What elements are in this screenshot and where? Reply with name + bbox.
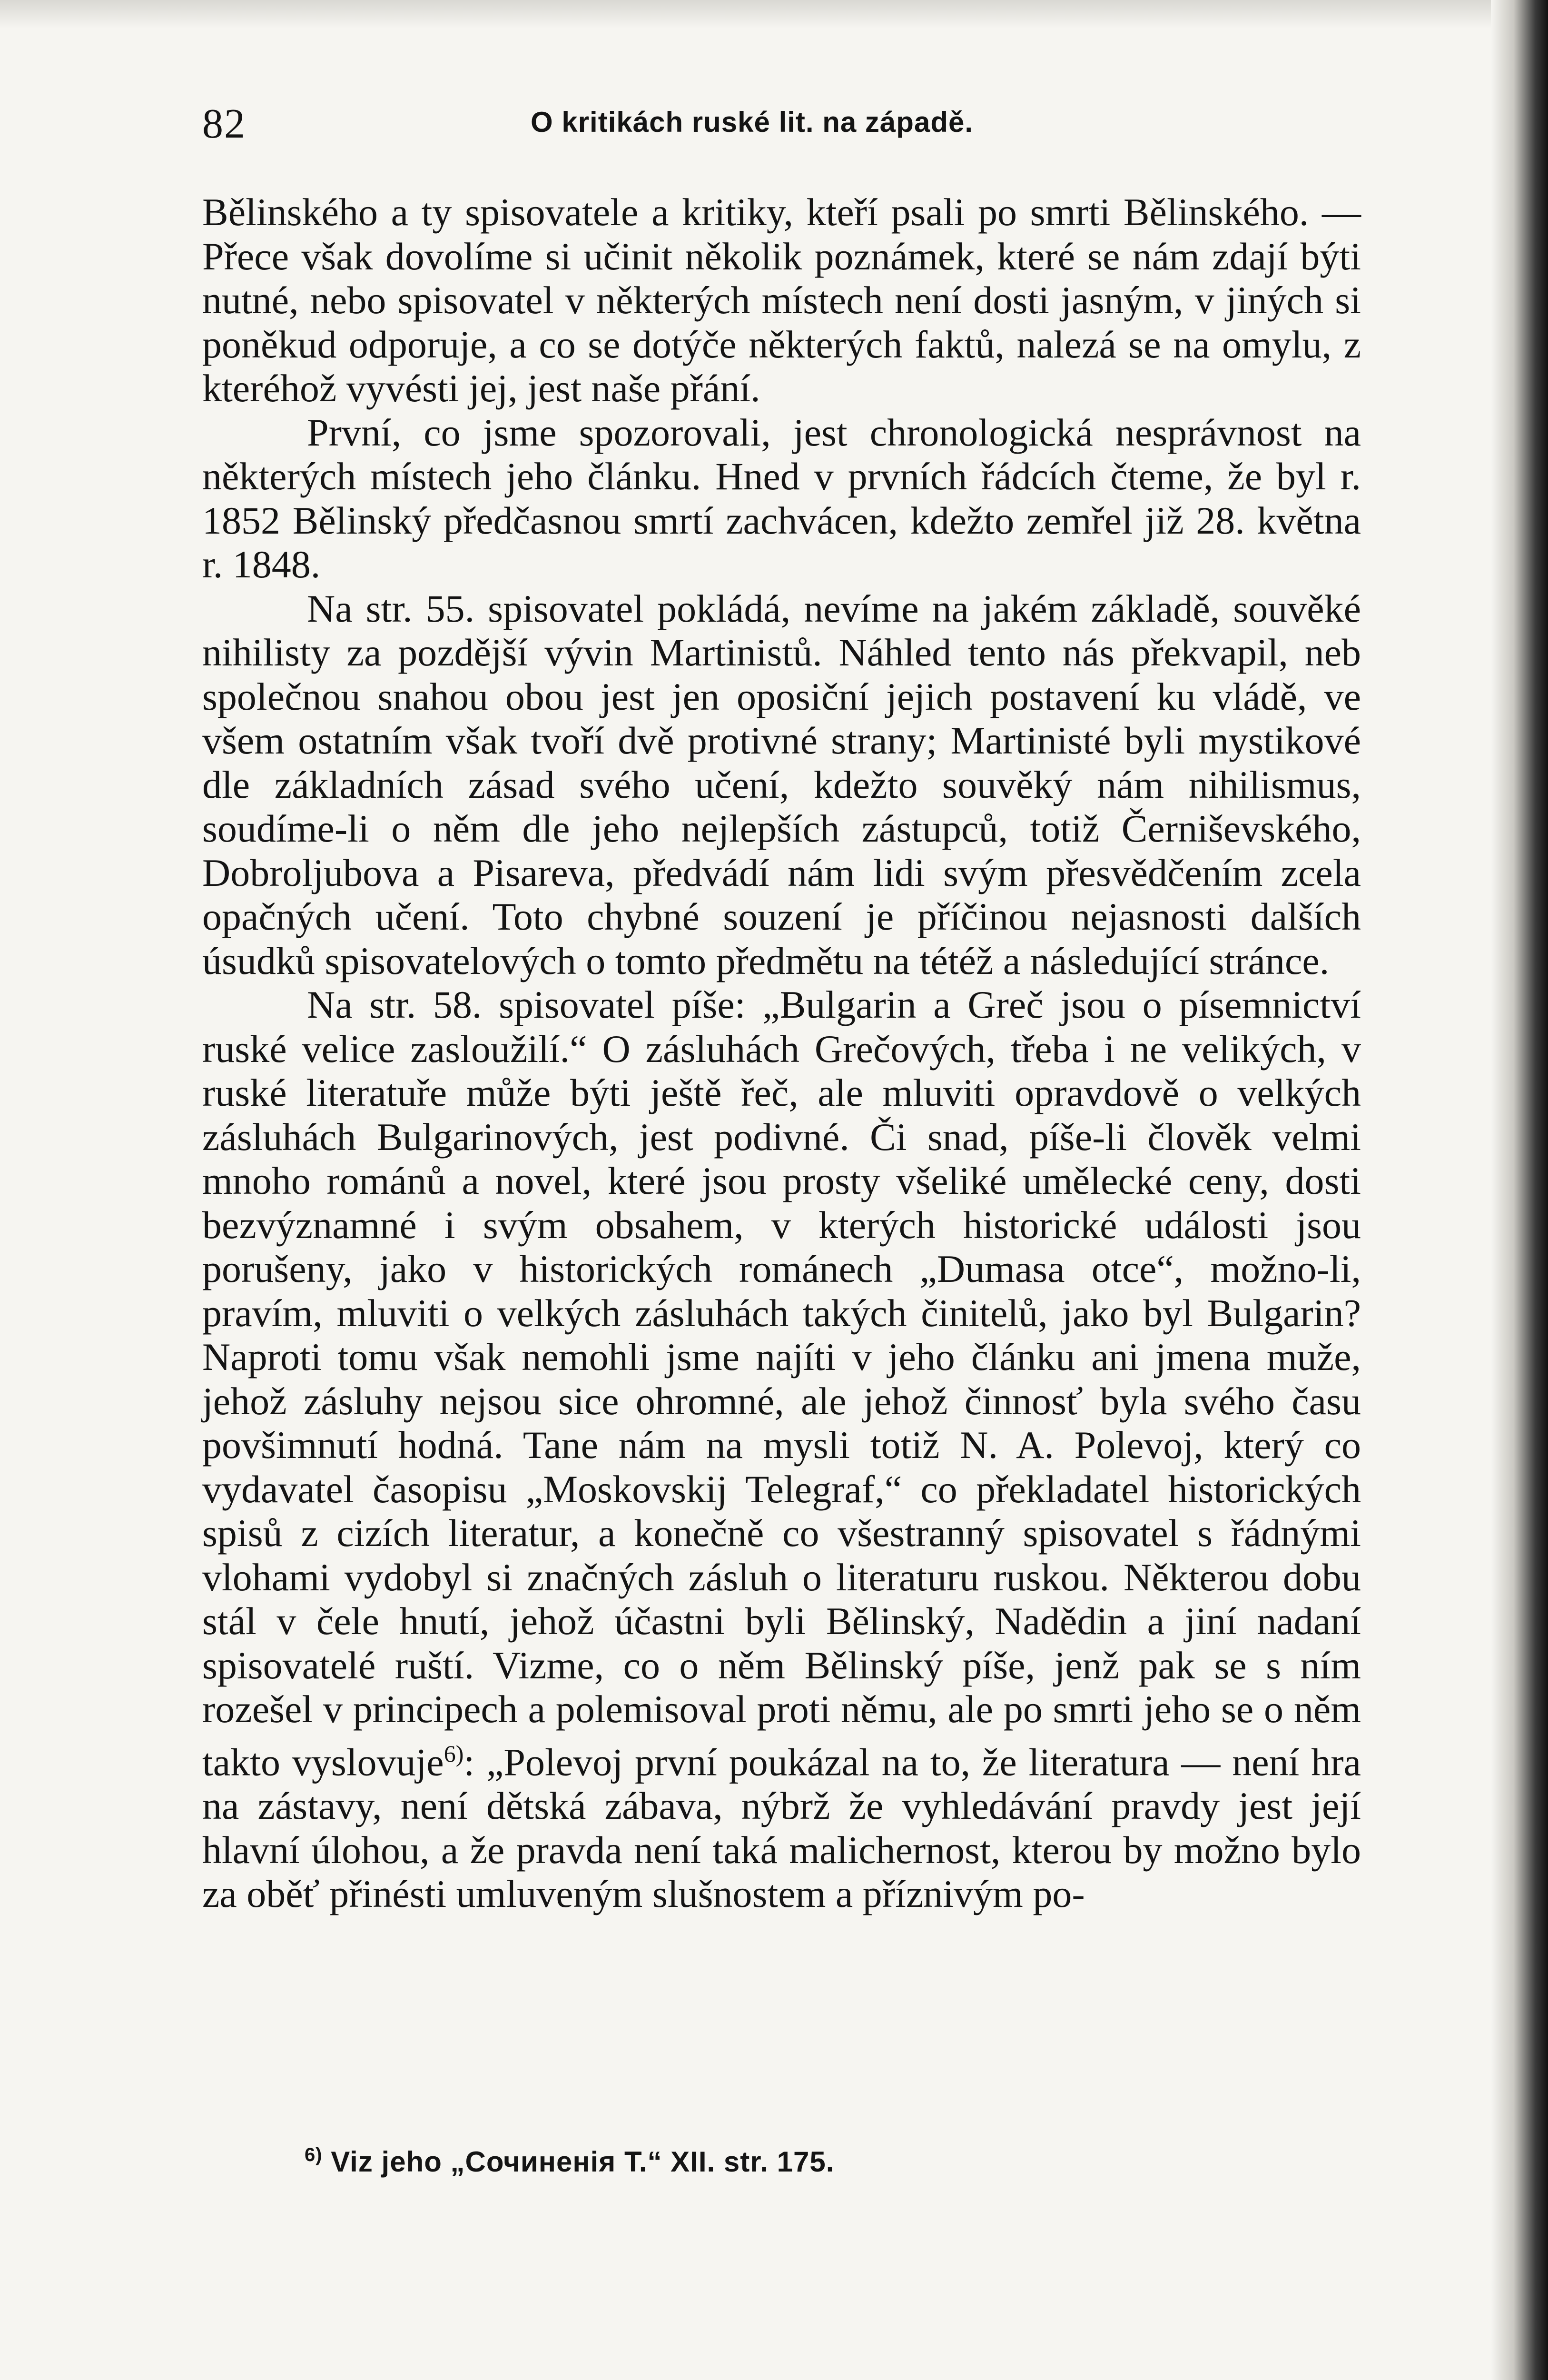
paragraph-1: Bělinského a ty spisovatele a kritiky, kteří psali po smrti Bělinského. — Přece však dovolíme si učinit několik poznámek, které se nám zdají býti nutné, nebo spisovatel v některých místech není dosti jasným, v jiných si poněkud odporuje, a co se dotýče některých faktů, nalezá se na omylu, z kteréhož vyvésti jej, jest naše přání.: [202, 190, 1361, 410]
scan-shadow-top: [0, 0, 1548, 29]
body-text: [202, 190, 1361, 1916]
page-header: [202, 95, 1363, 152]
paragraph-4: [202, 983, 1361, 1916]
paragraph-2: První, co jsme spozorovali, jest chronologická nesprávnost na některých místech jeho článku. Hned v prvních řádcích čteme, že byl r. 1852 Bělinský předčasnou smrtí zachvácen, kdežto zemřel již 28. května r. 1848.: [202, 410, 1361, 586]
footnote-reference: 6): [444, 1740, 464, 1767]
footnote-text: Viz jeho „Сочиненія Т.“ XII. str. 175.: [322, 2146, 835, 2178]
footnote-mark: 6): [305, 2144, 323, 2165]
scan-shadow-edge: [1491, 0, 1548, 2380]
running-title: O kritikách ruské lit. na západě.: [531, 106, 974, 138]
page-number: 82: [202, 101, 246, 147]
paragraph-3: Na str. 55. spisovatel pokládá, nevíme na jakém základě, souvěké nihilisty za pozdější vývin Martinistů. Náhled tento nás překvapil, neb společnou snahou obou jest jen oposiční jejich postavení ku vládě, ve všem ostatním však tvoří dvě protivné strany; Martinisté byli mystikové dle základních zásad svého učení, kdežto souvěký nám nihilismus, soudíme-li o něm dle jeho nejlepších zástupců, totiž Černiševského, Dobroljubova a Pisareva, předvádí nám lidi svým přesvědčením zcela opačných učení. Toto chybné souzení je příčinou nejasnosti dalších úsudků spisovatelových o tomto předmětu na tétéž a následující stránce.: [202, 586, 1361, 982]
footnote: [305, 2144, 1351, 2178]
paragraph-4-tail: : „Polevoj první poukázal na to, že literatura — není hra na zástavy, není dětská zábava, nýbrž že vyhledávání pravdy jest její hlavní úlohou, a že pravda není taká malichernost, kterou by možno bylo za oběť přinésti umluveným slušnostem a příznivým po-: [202, 1740, 1361, 1916]
paragraph-4-text: Na str. 58. spisovatel píše: „Bulgarin a Greč jsou o písemnictví ruské velice zasloužilí.“ O zásluhách Grečových, třeba i ne velikých, v ruské literatuře může býti ještě řeč, ale mluviti opravdově o velkých zásluhách Bulgarinových, jest podivné. Či snad, píše-li člověk velmi mnoho románů a novel, které jsou prosty všeliké umělecké ceny, dosti bezvýznamné i svým obsahem, v kterých historické události jsou porušeny, jako v historických románech „Dumasa otce“, možno-li, pravím, mluviti o velkých zásluhách takých činitelů, jako byl Bulgarin? Naproti tomu však nemohli jsme najíti v jeho článku ani jmena muže, jehož zásluhy nejsou sice ohromné, ale jehož činnosť byla svého času povšimnutí hodná. Tane nám na mysli totiž N. A. Polevoj, který co vydavatel časopisu „Moskovskij Telegraf,“ co překladatel historických spisů z cizích literatur, a konečně co všestranný spisovatel s řádnými vlohami vydobyl si značných zásluh o literaturu ruskou. Některou dobu stál v čele hnutí, jehož účastni byli Bělinský, Nadědin a jiní nadaní spisovatelé ruští. Vizme, co o něm Bělinský píše, jenž pak se s ním rozešel v principech a polemisoval proti němu, ale po smrti jeho se o něm takto vyslovuje: [202, 983, 1361, 1784]
